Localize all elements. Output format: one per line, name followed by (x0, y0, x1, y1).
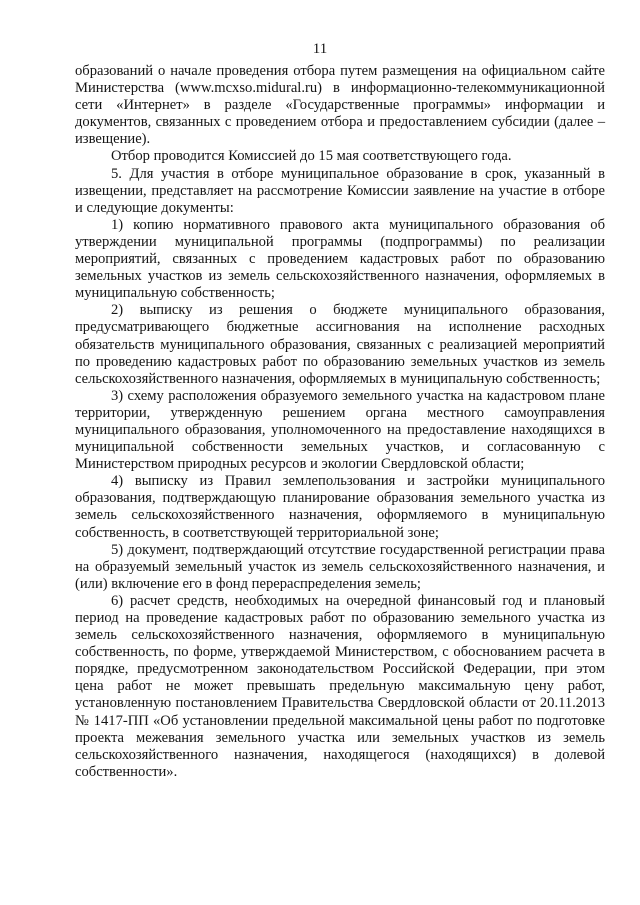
paragraph-item-5: 5. Для участия в отборе муниципальное образование в срок, указанный в извещении, представляет на рассмотрение Комиссии заявление на участие в отборе и следующие документы: (75, 165, 605, 216)
list-item-5: 5) документ, подтверждающий отсутствие государственной регистрации права на образуемый земельный участок из земель сельскохозяйственного назначения, и (или) включение его в фонд перераспределения земель; (75, 541, 605, 592)
paragraph-announcement-continuation: образований о начале проведения отбора путем размещения на официальном сайте Министерства (www.mcxso.midural.ru) в информационно-телекоммуникационной сети «Интернет» в разделе «Государственные программы» информации и документов, связанных с проведением отбора и предоставлением субсидии (далее – извещение). (75, 63, 605, 148)
list-item-4: 4) выписку из Правил землепользования и застройки муниципального образования, подтверждающую планирование образования земельного участка из земель сельскохозяйственного назначения, оформляемого в муниципальную собственность, в соответствующей территориальной зоне; (75, 473, 605, 541)
list-item-6: 6) расчет средств, необходимых на очередной финансовый год и плановый период на проведение кадастровых работ по образованию земельного участка из земель сельскохозяйственного назначения, оформляемого в муниципальную собственность, по форме, утверждаемой Министерством, с обоснованием расчета в порядке, предусмотренном законодательством Российской Федерации, при этом цена работ не может превышать предельную максимальную цену работ, установленную постановлением Правительства Свердловской области от 20.11.2013 № 1417-ПП «Об установлении предельной максимальной цены работ по подготовке проекта межевания земельного участка или земельных участков из земель сельскохозяйственного назначения, находящегося (находящихся) в долевой собственности». (75, 592, 605, 780)
page-number: 11 (312, 41, 328, 57)
list-item-2: 2) выписку из решения о бюджете муниципального образования, предусматривающего бюджетные ассигнования на исполнение расходных обязательств муниципального образования, связанных с реализацией мероприятий по проведению кадастровых работ по образованию земельных участков из земель сельскохозяйственного назначения, оформляемых в муниципальную собственность; (75, 302, 605, 387)
list-item-1: 1) копию нормативного правового акта муниципального образования об утверждении муниципальной программы (подпрограммы) по реализации мероприятий, связанных с проведением кадастровых работ по образованию земельных участков из земель сельскохозяйственного назначения, оформляемых в муниципальную собственность; (75, 216, 605, 302)
paragraph-commission-deadline: Отбор проводится Комиссией до 15 мая соответствующего года. (111, 148, 512, 165)
document-body (75, 63, 605, 781)
list-item-3: 3) схему расположения образуемого земельного участка на кадастровом плане территории, утвержденную решением органа местного самоуправления муниципального образования, уполномоченного на предоставление находящихся в муниципальной собственности земельных участков, и согласованную с Министерством природных ресурсов и экологии Свердловской области; (75, 387, 605, 473)
